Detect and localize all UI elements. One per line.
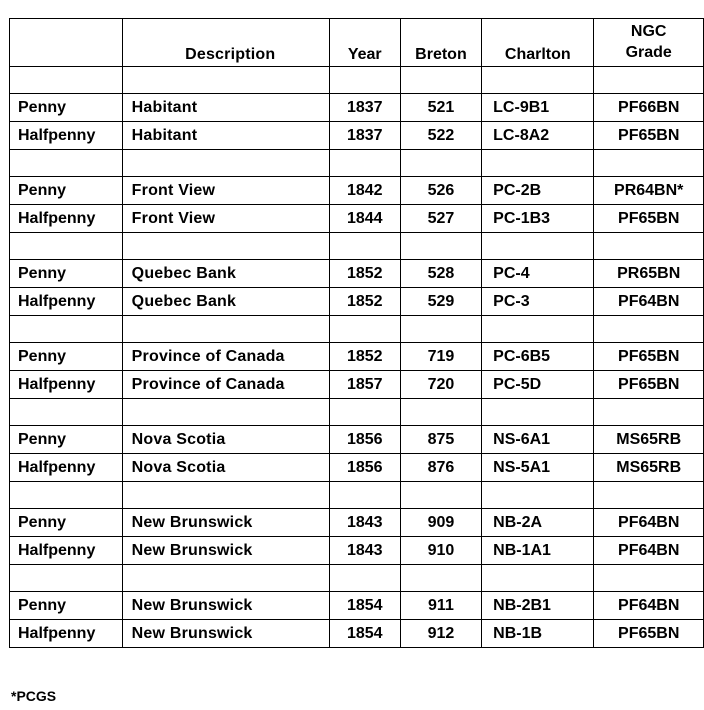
coin-year-cell: 1842	[329, 177, 400, 205]
grade-cell: MS65RB	[594, 426, 704, 454]
table-row	[10, 177, 704, 205]
charlton-number-cell: NB-1B	[482, 620, 594, 648]
spacer-cell	[400, 233, 481, 260]
coin-table	[9, 18, 704, 648]
coin-type-cell: Penny	[10, 509, 123, 537]
coin-year-cell: 1857	[329, 371, 400, 399]
coin-type-cell: Penny	[10, 94, 123, 122]
coin-type-cell: Penny	[10, 592, 123, 620]
spacer-row	[10, 399, 704, 426]
breton-number-cell: 528	[400, 260, 481, 288]
charlton-number-cell: PC-2B	[482, 177, 594, 205]
table-row	[10, 260, 704, 288]
coin-description-cell: New Brunswick	[122, 592, 329, 620]
grade-cell: PF65BN	[594, 205, 704, 233]
header-ngc-grade	[594, 19, 704, 67]
table-row	[10, 592, 704, 620]
spacer-cell	[400, 67, 481, 94]
charlton-number-cell: PC-4	[482, 260, 594, 288]
breton-number-cell: 911	[400, 592, 481, 620]
breton-number-cell: 522	[400, 122, 481, 150]
spacer-cell	[482, 150, 594, 177]
coin-description-cell: Quebec Bank	[122, 288, 329, 316]
spacer-cell	[10, 316, 123, 343]
table-row	[10, 426, 704, 454]
spacer-cell	[10, 482, 123, 509]
spacer-cell	[10, 399, 123, 426]
spacer-cell	[10, 67, 123, 94]
coin-description-cell: New Brunswick	[122, 509, 329, 537]
coin-type-cell: Halfpenny	[10, 288, 123, 316]
breton-number-cell: 719	[400, 343, 481, 371]
breton-number-cell: 526	[400, 177, 481, 205]
charlton-number-cell: PC-6B5	[482, 343, 594, 371]
breton-number-cell: 912	[400, 620, 481, 648]
coin-description-cell: Habitant	[122, 122, 329, 150]
coin-year-cell: 1837	[329, 122, 400, 150]
spacer-cell	[594, 233, 704, 260]
coin-type-cell: Halfpenny	[10, 371, 123, 399]
grade-cell: PR64BN*	[594, 177, 704, 205]
header-ngc-line1: NGC	[630, 23, 667, 40]
coin-year-cell: 1837	[329, 94, 400, 122]
coin-description-cell: New Brunswick	[122, 537, 329, 565]
coin-description-cell: Front View	[122, 177, 329, 205]
coin-year-cell: 1854	[329, 592, 400, 620]
spacer-cell	[482, 67, 594, 94]
spacer-cell	[400, 482, 481, 509]
charlton-number-cell: NB-2A	[482, 509, 594, 537]
header-description: Description	[122, 19, 329, 67]
coin-year-cell: 1852	[329, 260, 400, 288]
table-row	[10, 620, 704, 648]
table-row	[10, 122, 704, 150]
spacer-cell	[122, 233, 329, 260]
coin-year-cell: 1844	[329, 205, 400, 233]
coin-description-cell: Habitant	[122, 94, 329, 122]
spacer-cell	[594, 565, 704, 592]
spacer-cell	[594, 482, 704, 509]
spacer-cell	[122, 67, 329, 94]
breton-number-cell: 909	[400, 509, 481, 537]
breton-number-cell: 521	[400, 94, 481, 122]
grade-cell: PF65BN	[594, 122, 704, 150]
charlton-number-cell: LC-8A2	[482, 122, 594, 150]
coin-type-cell: Halfpenny	[10, 122, 123, 150]
coin-year-cell: 1843	[329, 537, 400, 565]
spacer-cell	[10, 565, 123, 592]
spacer-cell	[329, 316, 400, 343]
header-type	[10, 19, 123, 67]
coin-type-cell: Halfpenny	[10, 205, 123, 233]
spacer-cell	[122, 399, 329, 426]
charlton-number-cell: NB-1A1	[482, 537, 594, 565]
table-header-row	[10, 19, 704, 67]
table-row	[10, 205, 704, 233]
table-row	[10, 537, 704, 565]
grade-cell: PR65BN	[594, 260, 704, 288]
coin-type-cell: Penny	[10, 426, 123, 454]
spacer-cell	[329, 482, 400, 509]
charlton-number-cell: NS-5A1	[482, 454, 594, 482]
spacer-cell	[400, 399, 481, 426]
grade-cell: PF64BN	[594, 288, 704, 316]
coin-year-cell: 1852	[329, 343, 400, 371]
grade-cell: MS65RB	[594, 454, 704, 482]
coin-description-cell: Quebec Bank	[122, 260, 329, 288]
spacer-cell	[482, 399, 594, 426]
spacer-row	[10, 233, 704, 260]
spacer-cell	[122, 150, 329, 177]
breton-number-cell: 529	[400, 288, 481, 316]
coin-year-cell: 1856	[329, 454, 400, 482]
spacer-cell	[10, 150, 123, 177]
grade-cell: PF64BN	[594, 592, 704, 620]
charlton-number-cell: LC-9B1	[482, 94, 594, 122]
coin-table-body	[10, 19, 704, 648]
table-row	[10, 288, 704, 316]
spacer-cell	[482, 316, 594, 343]
coin-year-cell: 1856	[329, 426, 400, 454]
spacer-cell	[400, 565, 481, 592]
coin-type-cell: Halfpenny	[10, 454, 123, 482]
coin-description-cell: Nova Scotia	[122, 454, 329, 482]
spacer-cell	[482, 565, 594, 592]
spacer-cell	[122, 565, 329, 592]
spacer-cell	[400, 316, 481, 343]
coin-description-cell: Province of Canada	[122, 343, 329, 371]
spacer-cell	[329, 150, 400, 177]
coin-description-cell: Nova Scotia	[122, 426, 329, 454]
coin-description-cell: Province of Canada	[122, 371, 329, 399]
coin-year-cell: 1854	[329, 620, 400, 648]
charlton-number-cell: NB-2B1	[482, 592, 594, 620]
spacer-cell	[329, 233, 400, 260]
breton-number-cell: 720	[400, 371, 481, 399]
grade-cell: PF65BN	[594, 371, 704, 399]
breton-number-cell: 876	[400, 454, 481, 482]
spacer-row	[10, 150, 704, 177]
grade-cell: PF66BN	[594, 94, 704, 122]
coin-type-cell: Penny	[10, 177, 123, 205]
spacer-cell	[122, 316, 329, 343]
spacer-cell	[594, 399, 704, 426]
table-row	[10, 371, 704, 399]
breton-number-cell: 910	[400, 537, 481, 565]
spacer-row	[10, 316, 704, 343]
charlton-number-cell: NS-6A1	[482, 426, 594, 454]
charlton-number-cell: PC-5D	[482, 371, 594, 399]
table-row	[10, 454, 704, 482]
coin-type-cell: Halfpenny	[10, 620, 123, 648]
header-charlton: Charlton	[482, 19, 594, 67]
spacer-cell	[329, 399, 400, 426]
charlton-number-cell: PC-1B3	[482, 205, 594, 233]
coin-type-cell: Halfpenny	[10, 537, 123, 565]
spacer-cell	[594, 67, 704, 94]
charlton-number-cell: PC-3	[482, 288, 594, 316]
breton-number-cell: 527	[400, 205, 481, 233]
spacer-cell	[400, 150, 481, 177]
header-breton: Breton	[400, 19, 481, 67]
table-row	[10, 509, 704, 537]
coin-year-cell: 1843	[329, 509, 400, 537]
spacer-cell	[482, 233, 594, 260]
grade-cell: PF65BN	[594, 620, 704, 648]
grade-cell: PF65BN	[594, 343, 704, 371]
coin-description-cell: New Brunswick	[122, 620, 329, 648]
footnote: *PCGS	[11, 688, 57, 704]
spacer-cell	[122, 482, 329, 509]
grade-cell: PF64BN	[594, 537, 704, 565]
spacer-cell	[594, 316, 704, 343]
spacer-cell	[329, 565, 400, 592]
grade-cell: PF64BN	[594, 509, 704, 537]
spacer-cell	[482, 482, 594, 509]
breton-number-cell: 875	[400, 426, 481, 454]
spacer-cell	[329, 67, 400, 94]
coin-description-cell: Front View	[122, 205, 329, 233]
header-year: Year	[329, 19, 400, 67]
table-row	[10, 343, 704, 371]
table-row	[10, 94, 704, 122]
coin-type-cell: Penny	[10, 343, 123, 371]
header-ngc-line2: Grade	[625, 44, 672, 61]
spacer-cell	[10, 233, 123, 260]
coin-type-cell: Penny	[10, 260, 123, 288]
spacer-row	[10, 67, 704, 94]
coin-year-cell: 1852	[329, 288, 400, 316]
spacer-cell	[594, 150, 704, 177]
spacer-row	[10, 565, 704, 592]
spacer-row	[10, 482, 704, 509]
